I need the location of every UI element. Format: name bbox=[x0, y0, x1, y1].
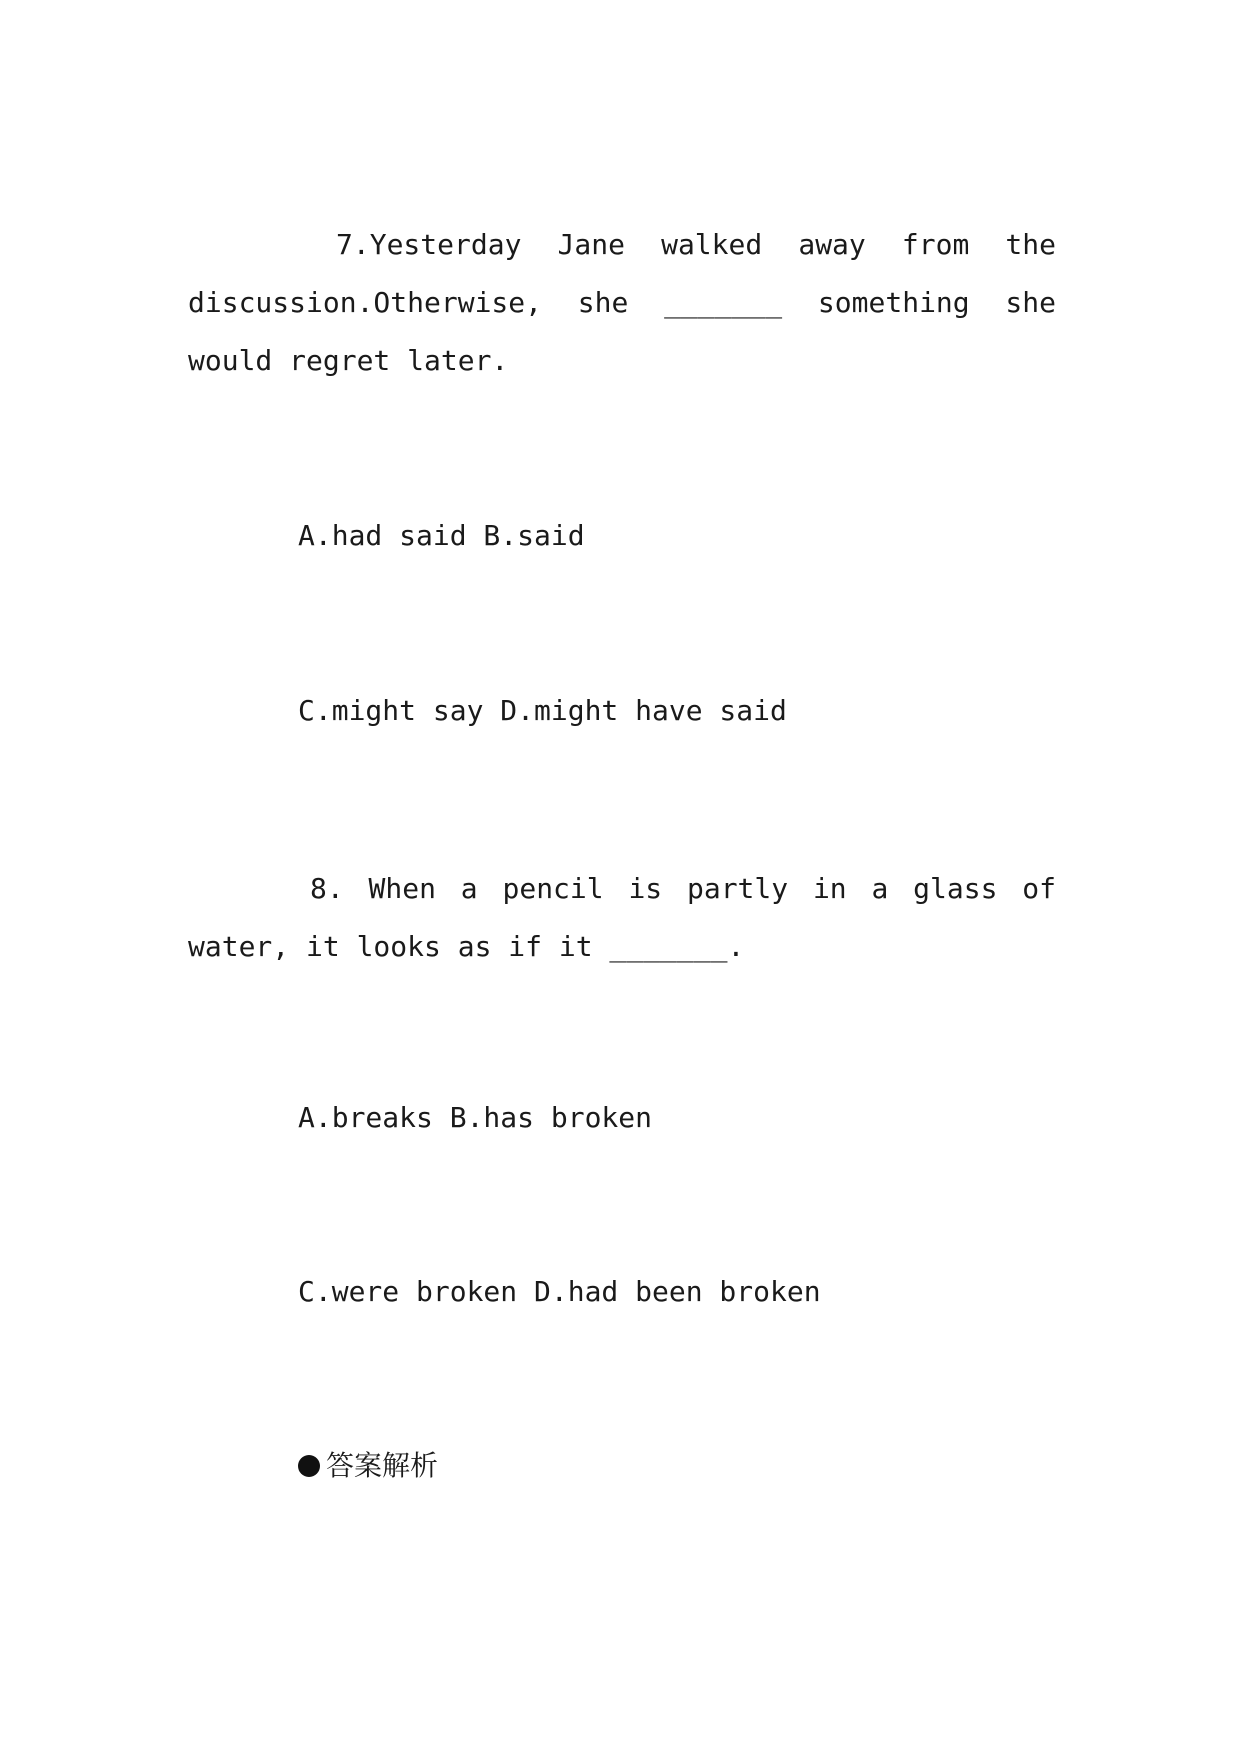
question-8-stem bbox=[188, 860, 1056, 976]
question-7-text: Yesterday Jane walked away from the discussion.Otherwise, she _______ something she would regret later. bbox=[188, 228, 1056, 377]
question-8-text: When a pencil is partly in a glass of water, it looks as if it _______. bbox=[188, 872, 1056, 963]
question-8-options-cd: C.were broken D.had been broken bbox=[298, 1275, 821, 1308]
question-7-options-cd: C.might say D.might have said bbox=[298, 694, 787, 727]
question-8-options-ab: A.breaks B.has broken bbox=[298, 1101, 653, 1134]
answer-section-heading bbox=[298, 1446, 438, 1486]
question-7-options-ab: A.had said B.said bbox=[298, 519, 585, 552]
answer-heading-text: 答案解析 bbox=[326, 1449, 439, 1482]
question-7-number: 7. bbox=[336, 228, 370, 261]
question-7-stem bbox=[188, 216, 1056, 390]
filled-circle-icon bbox=[298, 1455, 320, 1477]
question-8-number: 8. bbox=[310, 872, 344, 905]
